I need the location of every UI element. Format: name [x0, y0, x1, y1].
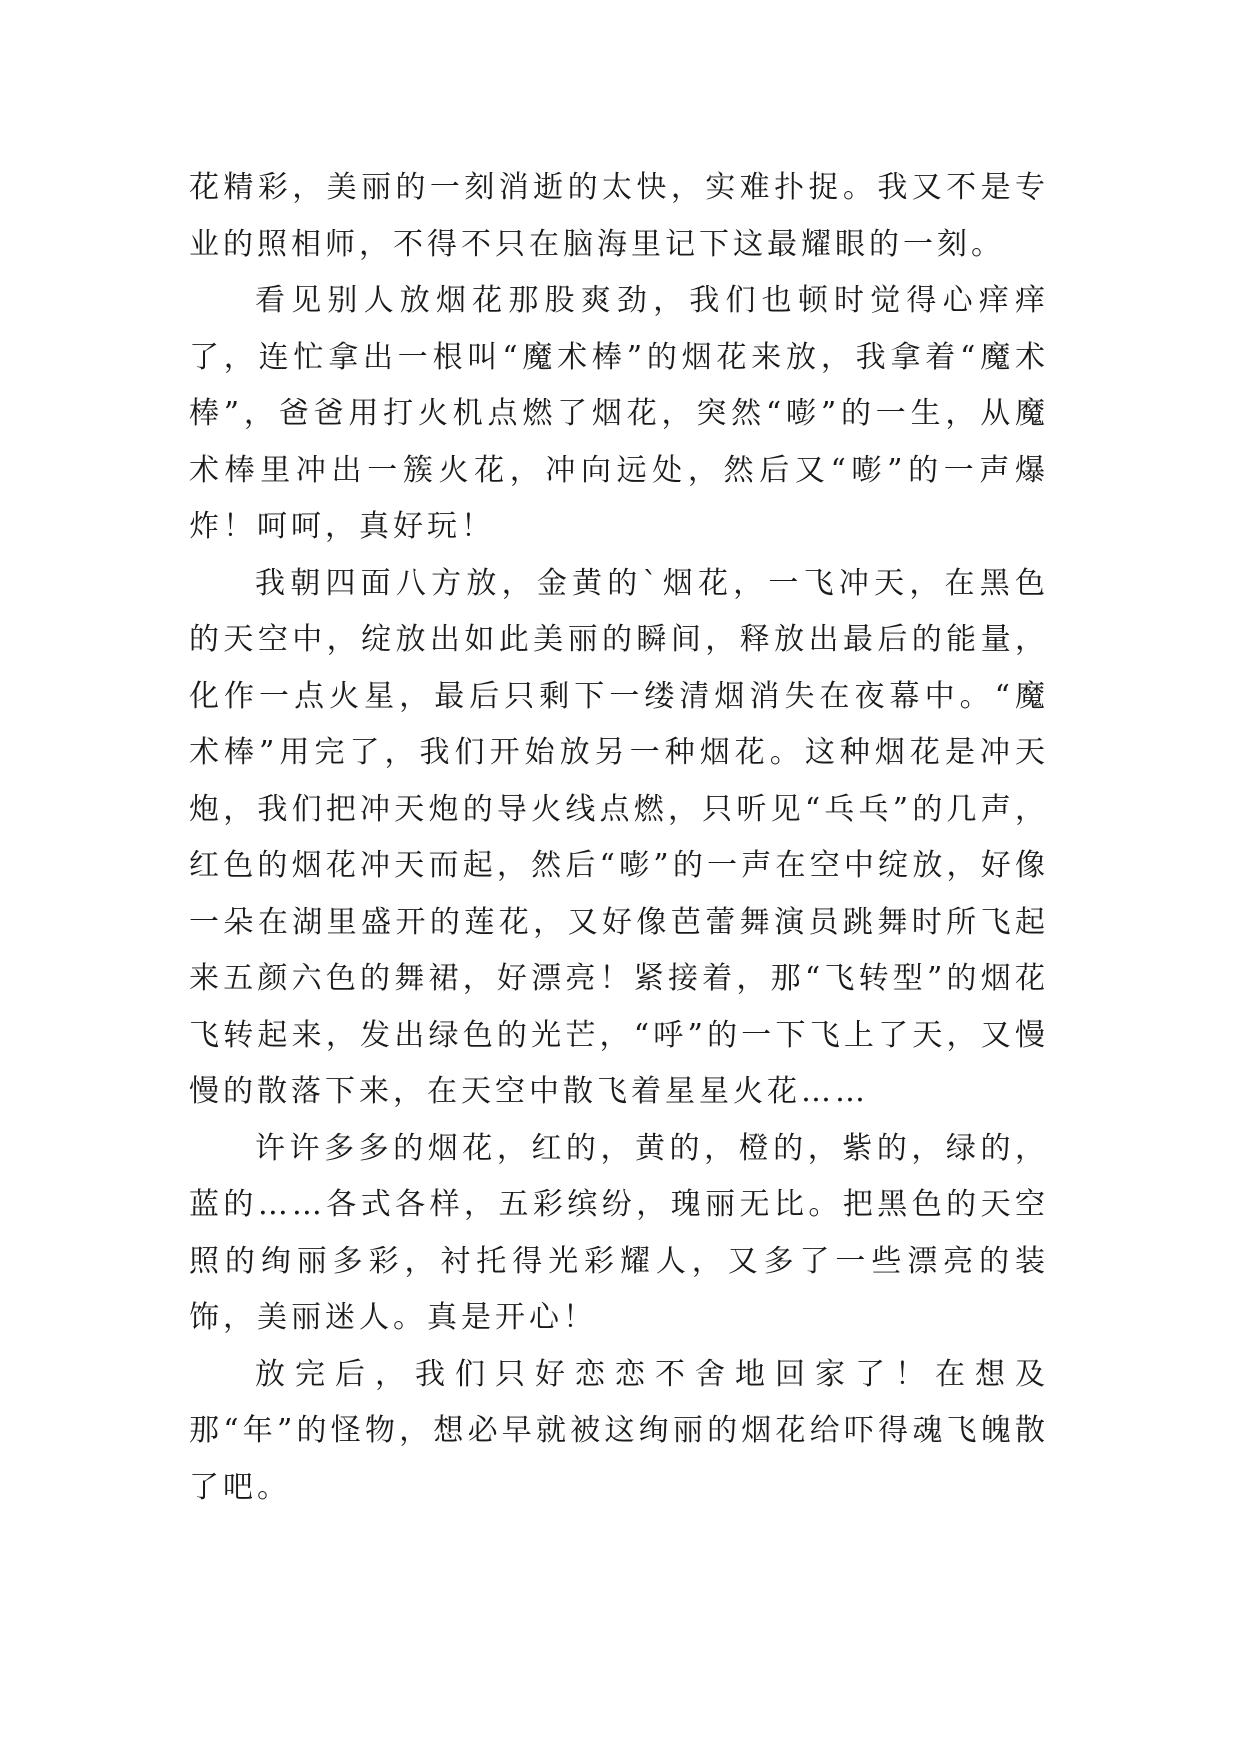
paragraph-fireworks-display: 我朝四面八方放，金黄的`烟花，一飞冲天，在黑色的天空中，绽放出如此美丽的瞬间，释放出最后的能量，化作一点火星，最后只剩下一缕清烟消失在夜幕中。“魔术棒”用完了，我们开始放另一种烟花。这种烟花是冲天炮，我们把冲天炮的导火线点燃，只听见“乓乓”的几声，红色的烟花冲天而起，然后“嘭”的一声在空中绽放，好像一朵在湖里盛开的莲花，又好像芭蕾舞演员跳舞时所飞起来五颜六色的舞裙，好漂亮！紧接着，那“飞转型”的烟花飞转起来，发出绿色的光芒，“呼”的一下飞上了天，又慢慢的散落下来，在天空中散飞着星星火花…… [189, 565, 1049, 1109]
paragraph-magic-wand: 看见别人放烟花那股爽劲，我们也顿时觉得心痒痒了，连忙拿出一根叫“魔术棒”的烟花来放，我拿着“魔术棒”，爸爸用打火机点燃了烟花，突然“嘭”的一生，从魔术棒里冲出一簇火花，冲向远处，然后又“嘭”的一声爆炸！呵呵，真好玩！ [189, 283, 1049, 544]
paragraph-colorful-fireworks: 许许多多的烟花，红的，黄的，橙的，紫的，绿的，蓝的……各式各样，五彩缤纷，瑰丽无比。把黑色的天空照的绚丽多彩，衬托得光彩耀人，又多了一些漂亮的装饰，美丽迷人。真是开心！ [189, 1130, 1049, 1335]
paragraph-going-home: 放完后，我们只好恋恋不舍地回家了！在想及那“年”的怪物，想必早就被这绚丽的烟花给吓得魂飞魄散了吧。 [189, 1356, 1049, 1505]
document-body [189, 160, 1049, 1516]
paragraph-continued: 花精彩，美丽的一刻消逝的太快，实难扑捉。我又不是专业的照相师，不得不只在脑海里记下这最耀眼的一刻。 [189, 170, 1049, 262]
